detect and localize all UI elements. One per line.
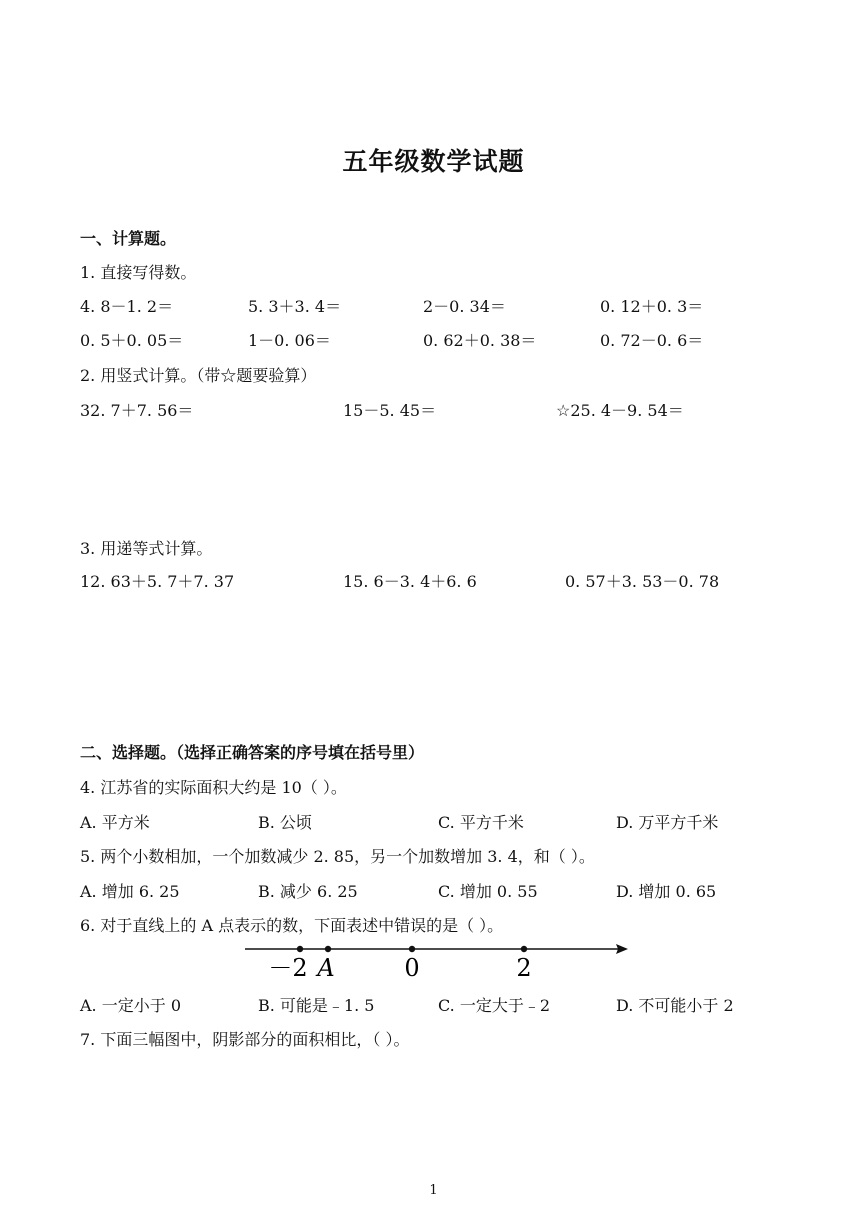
question-2-prompt: 2. 用竖式计算。（带☆题要验算） <box>80 366 317 385</box>
question-1-prompt: 1. 直接写得数。 <box>80 263 197 282</box>
q4-option: B. 公顷 <box>258 813 312 832</box>
question-3-prompt: 3. 用递等式计算。 <box>80 539 213 558</box>
q6-option: B. 可能是﹣1. 5 <box>258 996 375 1015</box>
q5-option: C. 增加 0. 55 <box>438 882 538 901</box>
number-line-label-a: A <box>317 954 335 982</box>
number-line-point-neg2 <box>297 946 303 952</box>
q1-item: 0. 5＋0. 05＝ <box>80 331 184 350</box>
q5-option: D. 增加 0. 65 <box>616 882 717 901</box>
q6-option: A. 一定小于 0 <box>80 996 181 1015</box>
q4-option: A. 平方米 <box>80 813 150 832</box>
question-7-prompt: 7. 下面三幅图中，阴影部分的面积相比，（ ）。 <box>80 1030 410 1049</box>
number-line-point-a <box>325 946 331 952</box>
q2-item: ☆25. 4－9. 54＝ <box>556 401 684 420</box>
number-line-point-zero <box>409 946 415 952</box>
q1-item: 5. 3＋3. 4＝ <box>248 297 342 316</box>
number-line-figure <box>240 932 640 992</box>
number-line-label-2: 2 <box>516 954 532 982</box>
q5-option: A. 增加 6. 25 <box>80 882 180 901</box>
q4-option: C. 平方千米 <box>438 813 524 832</box>
q6-option: C. 一定大于﹣2 <box>438 996 551 1015</box>
section-heading-calculation: 一、计算题。 <box>80 229 177 248</box>
q3-item: 12. 63＋5. 7＋7. 37 <box>80 572 235 591</box>
q2-item: 15－5. 45＝ <box>343 401 437 420</box>
q1-item: 0. 12＋0. 3＝ <box>600 297 704 316</box>
q1-item: 0. 72－0. 6＝ <box>600 331 704 350</box>
q1-item: 2－0. 34＝ <box>423 297 506 316</box>
question-6-prompt: 6. 对于直线上的 A 点表示的数，下面表述中错误的是（ ）。 <box>80 916 504 935</box>
q1-item: 1－0. 06＝ <box>248 331 331 350</box>
question-4-prompt: 4. 江苏省的实际面积大约是 10（ ）。 <box>80 778 347 797</box>
question-5-prompt: 5. 两个小数相加，一个加数减少 2. 85，另一个加数增加 3. 4，和（ ）。 <box>80 847 595 866</box>
q1-item: 0. 62＋0. 38＝ <box>423 331 537 350</box>
q1-item: 4. 8－1. 2＝ <box>80 297 174 316</box>
q6-option: D. 不可能小于 2 <box>616 996 734 1015</box>
q2-item: 32. 7＋7. 56＝ <box>80 401 194 420</box>
q3-item: 15. 6－3. 4＋6. 6 <box>343 572 477 591</box>
q5-option: B. 减少 6. 25 <box>258 882 358 901</box>
page-number: 1 <box>429 1183 438 1198</box>
number-line-label-zero: 0 <box>404 954 420 982</box>
number-line-point-2 <box>521 946 527 952</box>
q3-item: 0. 57＋3. 53－0. 78 <box>565 572 720 591</box>
number-line-label-neg2: －2 <box>268 954 308 982</box>
q4-option: D. 万平方千米 <box>616 813 719 832</box>
page-title: 五年级数学试题 <box>342 147 525 176</box>
section-heading-choice: 二、选择题。（选择正确答案的序号填在括号里） <box>80 743 425 762</box>
